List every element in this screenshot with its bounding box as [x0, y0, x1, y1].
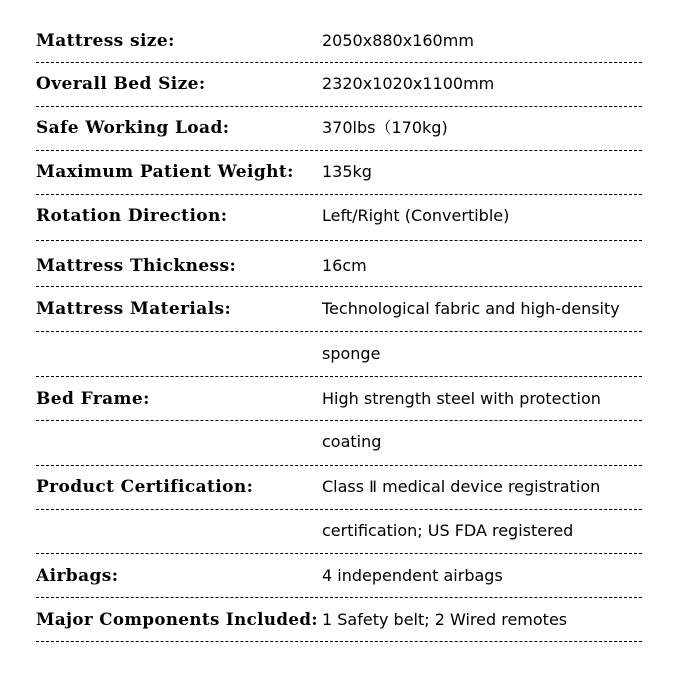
row-divider	[36, 240, 642, 241]
spec-label: Mattress Thickness:	[36, 256, 237, 276]
row-divider	[36, 106, 642, 107]
row-divider	[36, 194, 642, 195]
row-divider	[36, 62, 642, 63]
spec-value: 2050x880x160mm	[322, 31, 474, 50]
spec-value: 4 independent airbags	[322, 566, 503, 585]
spec-value-continued: coating	[322, 432, 382, 451]
row-divider	[36, 376, 642, 377]
spec-label: Mattress size:	[36, 31, 175, 51]
spec-value: 370lbs（170kg)	[322, 118, 448, 137]
spec-label: Safe Working Load:	[36, 118, 230, 138]
spec-value: Technological fabric and high-density	[322, 299, 620, 318]
spec-label: Product Certification:	[36, 477, 254, 497]
row-divider	[36, 420, 642, 421]
spec-value: Left/Right (Convertible)	[322, 206, 510, 225]
spec-value: 1 Safety belt; 2 Wired remotes	[322, 610, 568, 629]
spec-label: Airbags:	[36, 566, 119, 586]
row-divider	[36, 509, 642, 510]
spec-label: Mattress Materials:	[36, 299, 232, 319]
row-divider	[36, 150, 642, 151]
spec-value: High strength steel with protection	[322, 389, 601, 408]
spec-label: Rotation Direction:	[36, 206, 228, 226]
row-divider	[36, 331, 642, 332]
spec-label: Major Components Included:	[36, 610, 318, 630]
row-divider	[36, 465, 642, 466]
spec-label: Overall Bed Size:	[36, 74, 206, 94]
row-divider	[36, 641, 642, 642]
spec-label: Bed Frame:	[36, 389, 150, 409]
spec-value-continued: sponge	[322, 344, 381, 363]
spec-value: 2320x1020x1100mm	[322, 74, 495, 93]
row-divider	[36, 553, 642, 554]
row-divider	[36, 286, 642, 287]
spec-label: Maximum Patient Weight:	[36, 162, 294, 182]
spec-value: 135kg	[322, 162, 372, 181]
spec-value: Class Ⅱ medical device registration	[322, 477, 601, 496]
spec-value: 16cm	[322, 256, 367, 275]
spec-value-continued: certification; US FDA registered	[322, 521, 574, 540]
row-divider	[36, 597, 642, 598]
